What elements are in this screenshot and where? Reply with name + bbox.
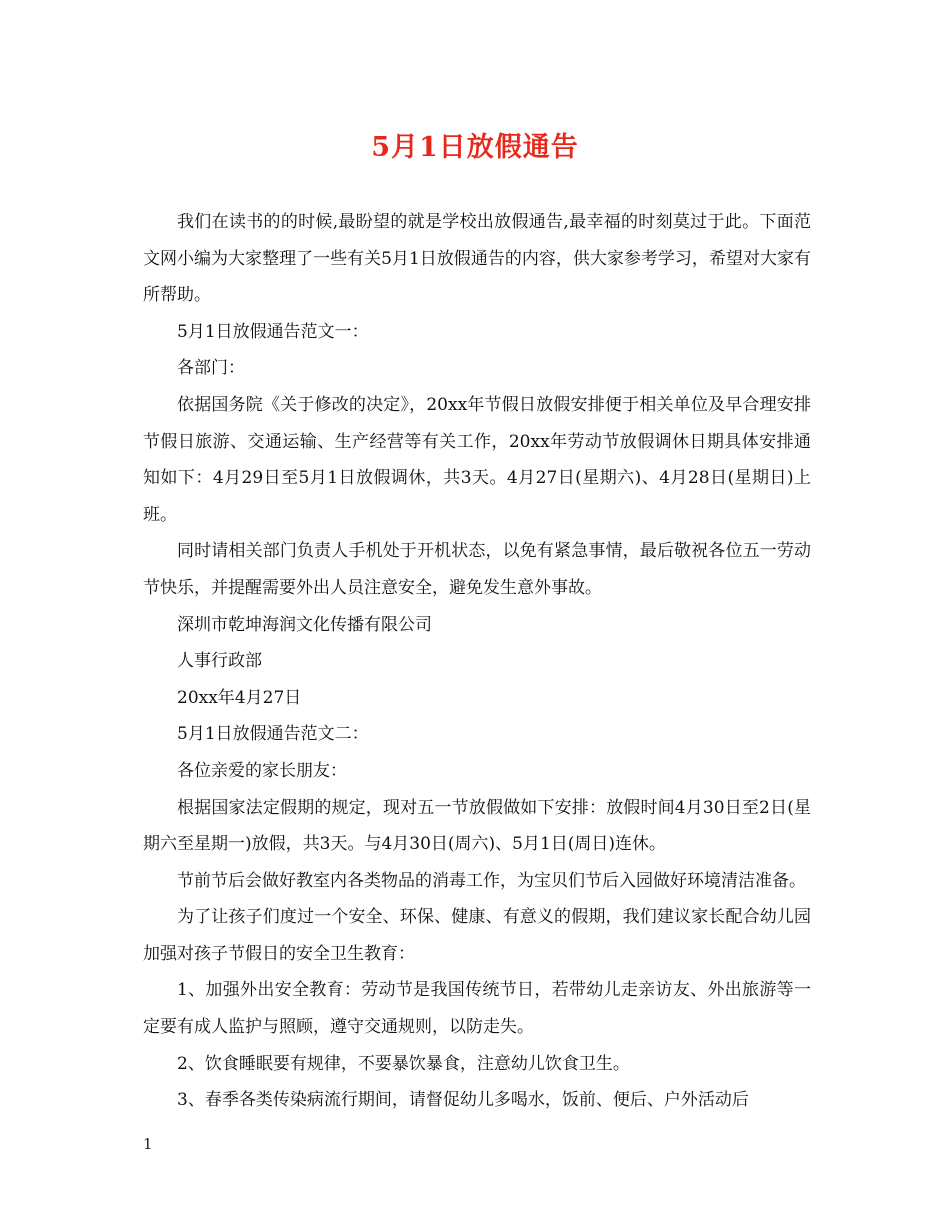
document-body xyxy=(143,204,811,1119)
paragraph-sample-two-heading: 5月1日放假通告范文二： xyxy=(177,724,369,745)
paragraph-schedule-two: 根据国家法定假期的规定，现对五一节放假做如下安排：放假时间4月30日至2日(星期六至星期一)放假，共3天。与4月30日(周六)、5月1日(周日)连休。 xyxy=(143,797,811,855)
paragraph-salutation-parents: 各位亲爱的家长朋友： xyxy=(177,760,347,781)
paragraph-item-2: 2、饮食睡眠要有规律，不要暴饮暴食，注意幼儿饮食卫生。 xyxy=(177,1053,630,1074)
paragraph-disinfection: 节前节后会做好教室内各类物品的消毒工作，为宝贝们节后入园做好环境清洁准备。 xyxy=(177,870,806,891)
paragraph-sample-one-heading: 5月1日放假通告范文一： xyxy=(177,321,369,342)
paragraph-item-3: 3、春季各类传染病流行期间，请督促幼儿多喝水，饭前、便后、户外活动后 xyxy=(177,1090,749,1111)
paragraph-schedule-one: 依据国务院《关于修改的决定》，20xx年节假日放假安排便于相关单位及早合理安排节假日旅游、交通运输、生产经营等有关工作，20xx年劳动节放假调休日期具体安排通知如下：4月29日至5月1日放假调休，共3天。4月27日(星期六)、4月28日(星期日)上班。 xyxy=(143,394,811,525)
paragraph-reminder: 同时请相关部门负责人手机处于开机状态，以免有紧急事情，最后敬祝各位五一劳动节快乐，并提醒需要外出人员注意安全，避免发生意外事故。 xyxy=(143,541,811,598)
paragraph-safety-intro: 为了让孩子们度过一个安全、环保、健康、有意义的假期，我们建议家长配合幼儿园加强对孩子节假日的安全卫生教育： xyxy=(143,907,811,964)
paragraph-date: 20xx年4月27日 xyxy=(177,687,302,708)
paragraph-intro: 我们在读书的的时候,最盼望的就是学校出放假通告,最幸福的时刻莫过于此。下面范文网小编为大家整理了一些有关5月1日放假通告的内容，供大家参考学习，希望对大家有所帮助。 xyxy=(143,212,811,306)
paragraph-salutation-departments: 各部门： xyxy=(177,358,245,379)
paragraph-item-1: 1、加强外出安全教育：劳动节是我国传统节日，若带幼儿走亲访友、外出旅游等一定要有成人监护与照顾，遵守交通规则，以防走失。 xyxy=(143,980,811,1038)
paragraph-company: 深圳市乾坤海润文化传播有限公司 xyxy=(177,614,432,635)
document-title: 5月1日放假通告 xyxy=(371,132,579,163)
page-number: 1 xyxy=(143,1135,153,1153)
paragraph-department: 人事行政部 xyxy=(177,651,262,672)
